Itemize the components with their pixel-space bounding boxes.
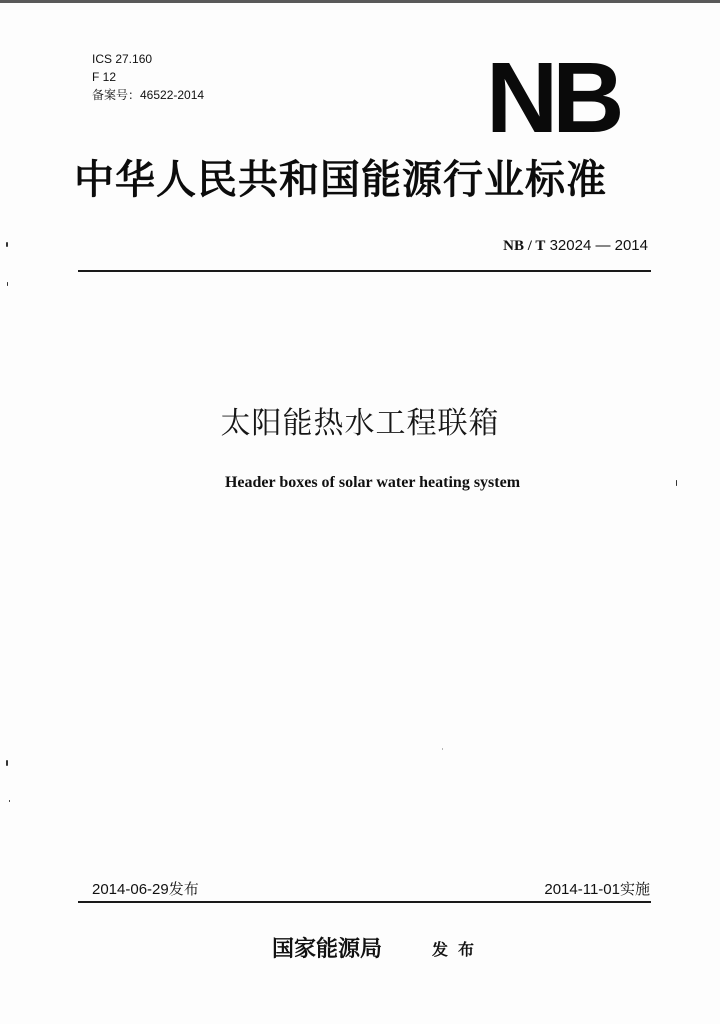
standard-code: 32024 — 2014 xyxy=(549,237,648,254)
publish-label: 发布 xyxy=(432,940,485,959)
scan-speck xyxy=(7,282,8,286)
scan-speck xyxy=(6,760,8,766)
issue-date: 2014-06-29发布 xyxy=(92,881,199,898)
classification-code: F 12 xyxy=(92,70,117,84)
english-title: Header boxes of solar water heating system xyxy=(224,474,521,491)
standard-prefix: NB / T xyxy=(503,238,546,254)
scan-speck xyxy=(676,480,677,486)
standard-number xyxy=(503,236,648,256)
implementation-date: 2014-11-01实施 xyxy=(544,881,650,898)
publisher-name: 国家能源局 xyxy=(272,936,383,962)
record-number: 备案号：46522-2014 xyxy=(92,88,205,102)
header-divider xyxy=(78,270,651,272)
document-meta xyxy=(92,50,204,104)
scan-speck xyxy=(6,242,8,247)
chinese-title: 太阳能热水工程联箱 xyxy=(220,406,500,441)
industry-standard-title: 中华人民共和国能源行业标准 xyxy=(74,156,607,203)
top-edge-line xyxy=(0,0,720,3)
scan-speck xyxy=(442,748,443,750)
footer-divider xyxy=(78,901,651,903)
nb-logo: NB xyxy=(486,42,619,154)
ics-code: ICS 27.160 xyxy=(92,52,153,66)
scan-speck xyxy=(9,800,10,802)
